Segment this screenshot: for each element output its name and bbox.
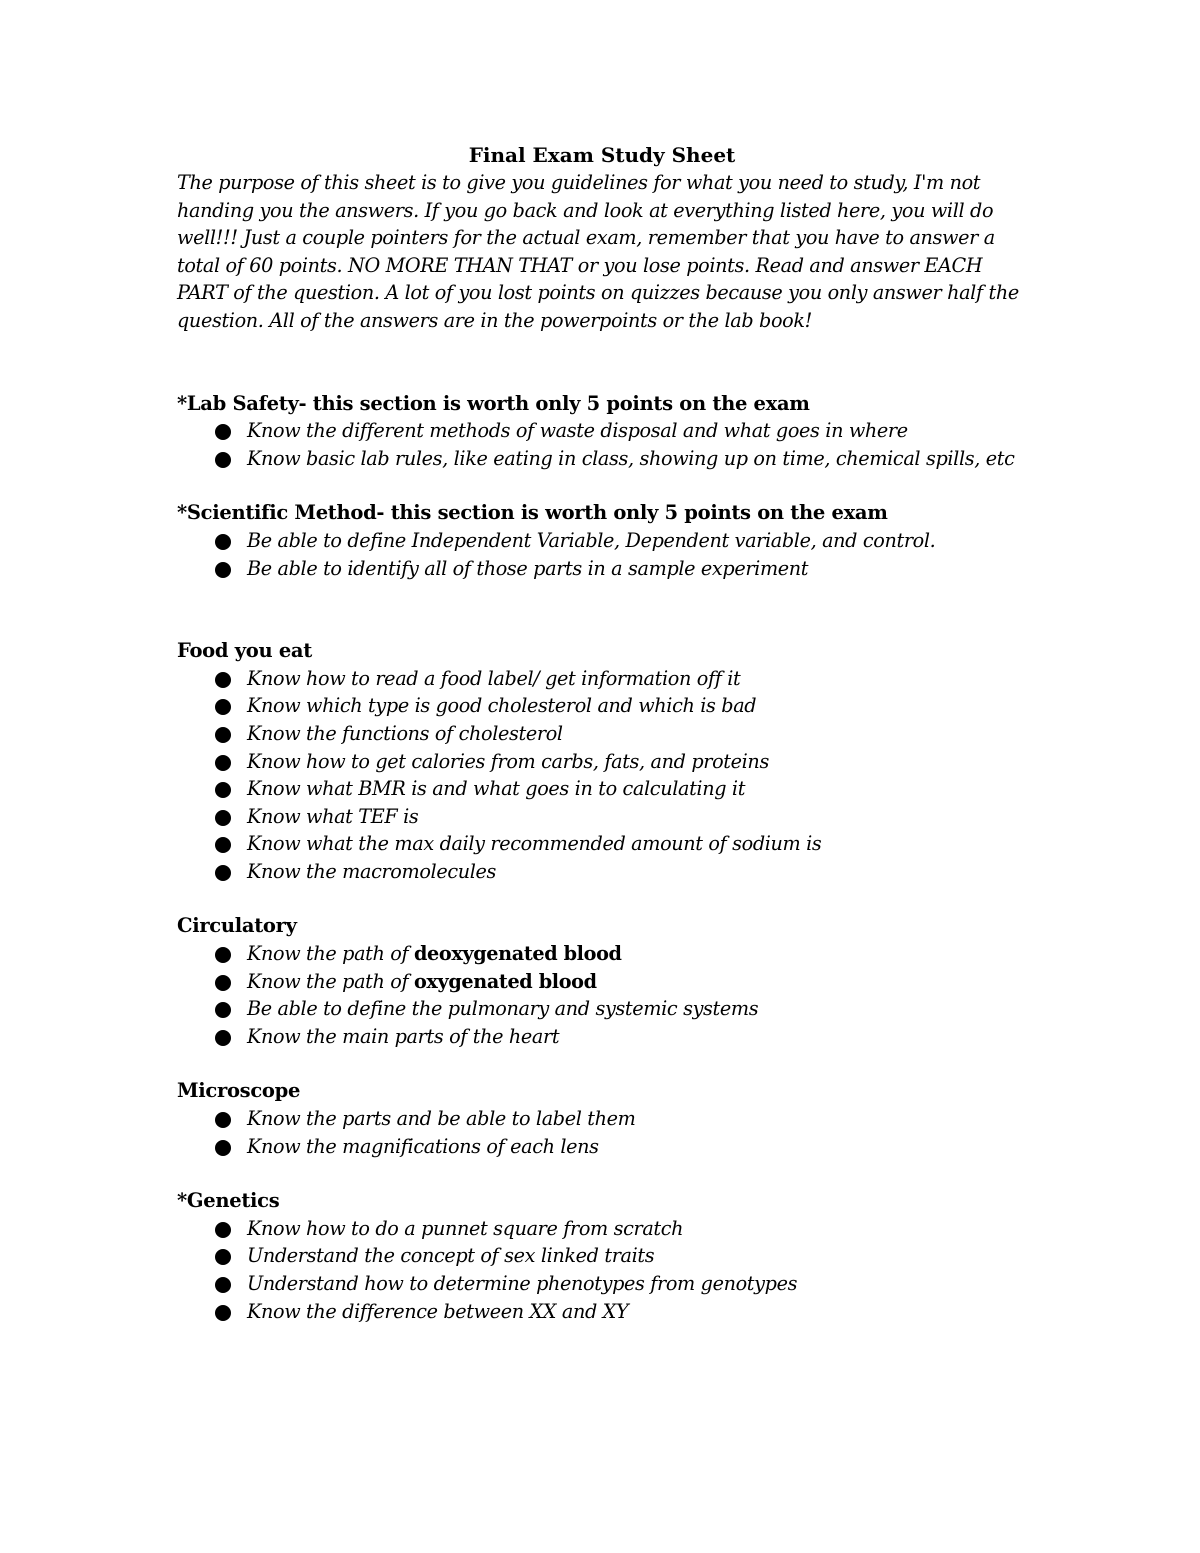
list-item: [177, 417, 1027, 445]
intro-paragraph: The purpose of this sheet is to give you guidelines for what you need to study, I'm not handing you the answers. If you go back and look at everything listed here, you will do well!!! Just a couple pointers for the actual exam, remember that you have to answer a total of 60 points. NO MORE THAN THAT or you lose points. Read and answer EACH PART of the question. A lot of you lost points on quizzes because you only answer half the question. All of the answers are in the powerpoints or the lab book!: [177, 171, 1019, 332]
list-item-text: Know which type is good cholesterol and which is bad: [247, 694, 757, 718]
section-heading: Circulatory: [177, 914, 297, 938]
bullet-icon: [215, 1277, 231, 1293]
section-scientific-method: [177, 499, 1027, 582]
bullet-icon: [215, 1140, 231, 1156]
section-heading: *Scientific Method- this section is worth only 5 points on the exam: [177, 501, 888, 525]
bullet-icon: [215, 1222, 231, 1238]
document-body: [177, 141, 1027, 1325]
list-item-emphasis: deoxygenated blood: [413, 942, 622, 966]
bullet-icon: [215, 1002, 231, 1018]
list-item: [177, 830, 1027, 858]
list-item-text: Know the path of: [247, 942, 414, 966]
list-item-text: Know the macromolecules: [247, 859, 497, 883]
bullet-icon: [215, 1305, 231, 1321]
section-microscope: [177, 1077, 1027, 1160]
list-item: [177, 968, 1027, 996]
bullet-icon: [215, 755, 231, 771]
list-item: [177, 720, 1027, 748]
list-item: [177, 748, 1027, 776]
section-lab-safety: [177, 390, 1027, 473]
list-item: [177, 1215, 1027, 1243]
list-item: [177, 1270, 1027, 1298]
page-title: Final Exam Study Sheet: [468, 143, 736, 167]
bullet-icon: [215, 1030, 231, 1046]
list-item: [177, 803, 1027, 831]
bullet-list: [177, 417, 1027, 472]
list-item: [177, 527, 1027, 555]
section-genetics: [177, 1187, 1027, 1325]
bullet-icon: [215, 837, 231, 853]
list-item: [177, 692, 1027, 720]
bullet-icon: [215, 452, 231, 468]
list-item: [177, 1242, 1027, 1270]
list-item-text: Know what the max daily recommended amount of sodium is: [247, 832, 822, 856]
bullet-icon: [215, 947, 231, 963]
list-item-text: Be able to identify all of those parts in a sample experiment: [247, 556, 809, 580]
list-item-text: Know how to do a punnet square from scratch: [247, 1216, 684, 1240]
bullet-icon: [215, 810, 231, 826]
list-item: [177, 995, 1027, 1023]
list-item: [177, 665, 1027, 693]
list-item: [177, 858, 1027, 886]
bullet-icon: [215, 534, 231, 550]
list-item-text: Know the different methods of waste disposal and what goes in where: [247, 419, 908, 443]
bullet-list: [177, 527, 1027, 582]
section-heading: Food you eat: [177, 639, 312, 663]
bullet-list: [177, 940, 1027, 1050]
list-item-text: Know the functions of cholesterol: [247, 721, 563, 745]
list-item-text: Know the difference between XX and XY: [247, 1299, 629, 1323]
list-item-text: Know the magnifications of each lens: [247, 1134, 599, 1158]
bullet-list: [177, 1215, 1027, 1325]
bullet-list: [177, 1105, 1027, 1160]
section-heading: Microscope: [177, 1079, 301, 1103]
bullet-icon: [215, 1112, 231, 1128]
list-item: [177, 775, 1027, 803]
list-item-text: Understand the concept of sex linked traits: [247, 1244, 655, 1268]
list-item-text: Know the path of: [247, 969, 414, 993]
bullet-icon: [215, 672, 231, 688]
section-heading: *Genetics: [177, 1189, 280, 1213]
list-item: [177, 555, 1027, 583]
list-item: [177, 445, 1027, 473]
bullet-icon: [215, 975, 231, 991]
list-item-text: Be able to define Independent Variable, Dependent variable, and control.: [247, 528, 936, 552]
list-item-text: Understand how to determine phenotypes from genotypes: [247, 1272, 798, 1295]
bullet-icon: [215, 727, 231, 743]
bullet-list: [177, 665, 1027, 886]
list-item-emphasis: oxygenated blood: [413, 969, 597, 993]
list-item: [177, 1105, 1027, 1133]
list-item-text: Know basic lab rules, like eating in class, showing up on time, chemical spills, etc: [247, 446, 1015, 470]
bullet-icon: [215, 699, 231, 715]
list-item: [177, 1133, 1027, 1161]
section-heading: *Lab Safety- this section is worth only 5 points on the exam: [177, 391, 810, 415]
bullet-icon: [215, 782, 231, 798]
list-item-text: Know the main parts of the heart: [247, 1024, 560, 1048]
bullet-icon: [215, 562, 231, 578]
list-item: [177, 1023, 1027, 1051]
list-item-text: Know how to get calories from carbs, fats, and proteins: [247, 749, 769, 773]
section-food-you-eat: [177, 637, 1027, 885]
bullet-icon: [215, 424, 231, 440]
list-item-text: Know what TEF is: [247, 804, 419, 828]
bullet-icon: [215, 865, 231, 881]
list-item: [177, 940, 1027, 968]
bullet-icon: [215, 1249, 231, 1265]
list-item-text: Know what BMR is and what goes in to calculating it: [247, 777, 746, 801]
section-circulatory: [177, 912, 1027, 1050]
list-item: [177, 1298, 1027, 1326]
list-item-text: Know how to read a food label/ get information off it: [247, 666, 741, 690]
list-item-text: Know the parts and be able to label them: [247, 1107, 636, 1131]
list-item-text: Be able to define the pulmonary and systemic systems: [247, 997, 759, 1021]
